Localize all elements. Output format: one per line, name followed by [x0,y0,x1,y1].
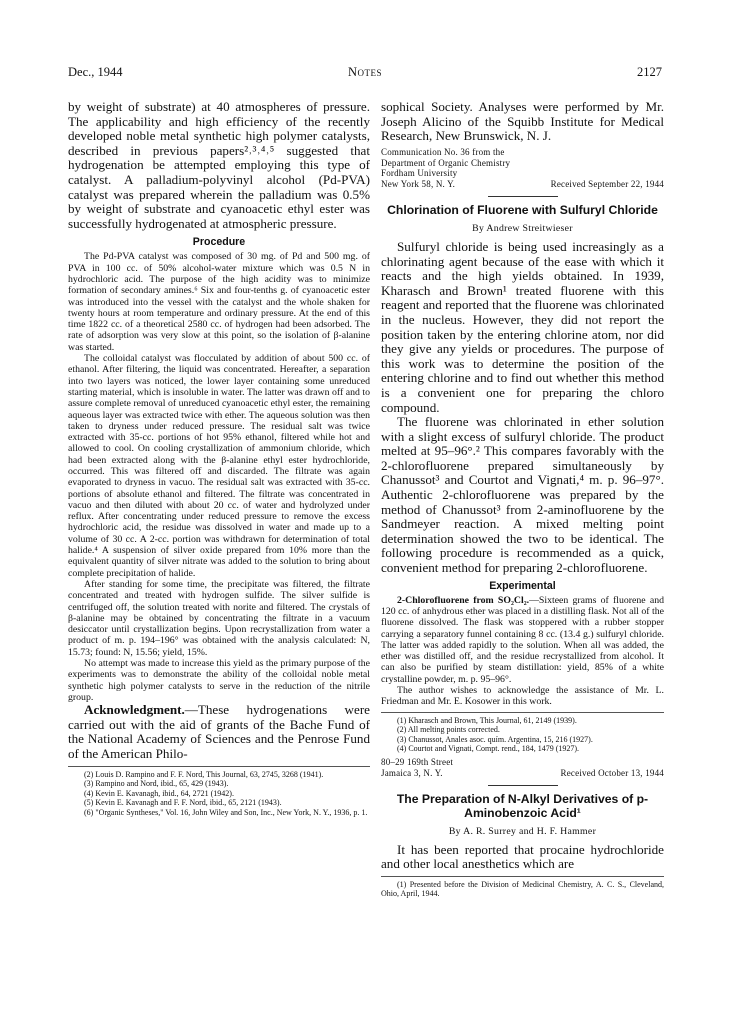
header-page-number: 2127 [637,65,662,79]
intro-paragraph: by weight of substrate) at 40 atmospheres of pressure. The applicability and high efficiency of the recently developed noble metal synthetic high polymer catalysts, described in previous papers²˒³˒⁴˒⁵ suggested that hydrogenation be attempted employing this type of catalyst. A palladium-polyvinyl alcohol (Pd-PVA) catalyst was prepared wherein the palladium was 0.5% by weight of substrate and cyanoacetic ethyl ester was successfully hydrogenated at atmospheric pressure. [68,99,370,231]
experimental-text: —Sixteen grams of fluorene and 120 cc. of anhydrous ether was placed in a distilling flask. Not all of the fluorene dissolved. The flask was stoppered with a rubber stopper carrying a separatory funnel containing 8 cc. (13.4 g.) sulfuryl chloride. The latter was added rapidly to the solution. When all was added, the ether was distilled off, and the residue recrystallized from alcohol. It can also be purified by steam distillation: yield, 85% of a white crystalline powder, m. p. 95–96°. [381,594,664,685]
procedure-heading: Procedure [192,236,246,249]
procedure-paragraph: The Pd-PVA catalyst was composed of 30 mg. of Pd and 500 mg. of PVA in 100 cc. of 50% alcohol-water mixture which was 0.5 N in hydrochloric acid. The purpose of the high acidity was to minimize formation of secondary amines.⁶ Six and four-tenths g. of cyanoacetic ester was introduced into the vessel with the catalyst and the whole shaken for twenty hours at room temperature and ordinary pressure. At the end of this time 1822 cc. of a theoretical 2580 cc. of hydrogen had been adsorbed. The rate of adsorption was very slow at this point, so the isolation of β-alanine was started. [68,251,370,353]
article-title: The Preparation of N-Alkyl Derivatives of p-Aminobenzoic Acid¹ [396,791,649,820]
procedure-paragraph: The colloidal catalyst was flocculated by addition of about 500 cc. of ethanol. After filtering, the liquid was concentrated. Hereafter, a separation into two layers was noticed, the lower layer containing some unreduced starting material, which is insoluble in water. The latter was drawn off and to assure complete removal of unreduced cyanoacetic ethyl ester, the remaining aqueous layer was extracted twice with ether. The aqueous solution was then taken to dryness under reduced pressure. The residual salt was twice extracted with 35-cc. portions of hot 95% ethanol, filtered while hot and allowed to cool. On cooling crystallization of ammonium chloride, which had been extracted along with the β-alanine ethyl ester hydrochloride, occurred. This was filtered off and discarded. The filtrate was again evaporated to dryness in vacuo. The residual salt was extracted with 35-cc. portions of absolute ethanol and filtered. The filtrate was concentrated in vacuo and then diluted with about 20 cc. of water and hydrolyzed under reflux. After concentrating under reduced pressure to remove the excess hydrochloric acid, the residue was dissolved in water and made up to a volume of 30 cc. A 2-cc. portion was withdrawn for determination of total halide.⁴ A suspension of silver oxide prepared from 10% more than the equivalent quantity of silver nitrate was added to the solution to bring about complete precipitation of halide. [68,353,370,579]
signature-city: New York 58, N. Y. [381,179,456,190]
header-section: Notes [347,65,383,79]
article-author: By Andrew Streitwieser [472,222,573,234]
experimental-paragraph [381,595,664,685]
experimental-heading: Experimental [489,579,556,592]
footnote: (4) Courtot and Vignati, Compt. rend., 184, 1479 (1927). [397,744,580,754]
footnote: (1) Presented before the Division of Medicinal Chemistry, A. C. S., Cleveland, Ohio, April, 1944. [381,879,664,899]
body-paragraph: The fluorene was chlorinated in ether solution with a slight excess of sulfuryl chloride. The product melted at 95–96°.² This compares favorably with the 2-chlorofluorene prepared simultaneously by Chanussot³ and Courtot and Vignati,⁴ m. p. 96–97°. Authentic 2-chlorofluorene was prepared by the method of Chanussot³ from 2-aminofluorene by the Sandmeyer reaction. A mixed melting point determination showed the two to be identical. The following procedure is recommended as a quick, convenient method for preparing 2-chlorofluorene. [381,414,664,576]
footnote: (4) Kevin E. Kavanagh, ibid., 64, 2721 (1942). [84,788,234,798]
body-paragraph: It has been reported that procaine hydrochloride and other local anesthetics which are [381,841,664,872]
footnote-divider [381,712,664,713]
footnote: (2) All melting points corrected. [397,725,500,735]
left-column [68,100,370,818]
section-divider [488,785,558,786]
procedure-paragraph: After standing for some time, the precipitate was filtered, the filtrate concentrated and treated with hydrogen sulfide. The silver sulfide is centrifuged off, the solution treated with norite and filtered. The crystals of β-alanine may be obtained by concentrating the filtrate in a vacuum desiccator until crystallization begins. Upon recrystallization from water a product of m. p. 194–196° was obtained with the analysis calculated: N, 15.73; found: N, 15.56; yield, 15%. [68,578,370,658]
footnote-divider [381,876,664,877]
running-header [68,65,662,85]
acknowledgment-paragraph [68,703,370,761]
article-title: Chlorination of Fluorene with Sulfuryl Chloride [387,202,658,217]
article-author: By A. R. Surrey and H. F. Hammer [448,825,597,837]
signature-line: 80–29 169th Street [381,756,454,767]
footnote: (6) "Organic Syntheses," Vol. 16, John Wiley and Son, Inc., New York, N. Y., 1936, p. 1. [84,807,368,817]
signature-line: Department of Organic Chemistry [381,157,511,168]
signature-line: Communication No. 36 from the [381,146,505,157]
footnote: (3) Chanussot, Anales asoc. quím. Argentina, 15, 216 (1927). [397,734,593,744]
signature-line [381,179,664,190]
signature-line: Fordham University [381,168,458,179]
body-paragraph: Sulfuryl chloride is being used increasingly as a chlorinating agent because of the ease with which it reacts and the high yields obtained. In 1939, Kharasch and Brown¹ treated fluorene with this reagent and reported that the fluorene was chlorinated in the nucleus. However, they did not report the position taken by the entering chlorine atom, nor did they give any yields or procedures. The purpose of this work was to determine the position of the entering chlorine and to find out whether this method is a convenient one for preparing the chloro compound. [381,238,664,415]
section-divider [488,196,558,197]
thanks-paragraph: The author wishes to acknowledge the assistance of Mr. L. Friedman and Mr. E. Kosower in this work. [381,685,664,708]
communication-signature [381,147,664,190]
experimental-label: 2-Chlorofluorene from SO₂Cl₂. [397,594,530,606]
signature-city: Jamaica 3, N. Y. [381,767,443,778]
received-date: Received September 22, 1944 [550,179,664,190]
procedure-paragraph: No attempt was made to increase this yield as the primary purpose of the experiments was to demonstrate the ability of the colloidal noble metal synthetic high polymer catalysts to serve in the reduction of the nitrile group. [68,658,370,703]
footnote-divider [68,766,370,767]
right-column [381,100,664,899]
header-date: Dec., 1944 [68,65,123,79]
footnote: (2) Louis D. Rampino and F. F. Nord, This Journal, 63, 2745, 3268 (1941). [84,769,324,779]
continuation-paragraph: sophical Society. Analyses were performed by Mr. Joseph Alicino of the Squibb Institute for Medical Research, New Brunswick, N. J. [381,99,664,144]
acknowledgment-label: Acknowledgment. [84,702,185,718]
footnote: (1) Kharasch and Brown, This Journal, 61, 2149 (1939). [397,715,577,725]
received-date: Received October 13, 1944 [560,767,664,778]
acknowledgment-text: —These hydrogenations were carried out with the aid of grants of the Bache Fund of the National Academy of Sciences and the Penrose Fund of the American Philo- [68,702,370,761]
footnote: (5) Kevin E. Kavanagh and F. F. Nord, ibid., 65, 2121 (1943). [84,798,282,808]
signature-line [381,768,664,779]
address-signature [381,757,664,779]
footnote: (3) Rampino and Nord, ibid., 65, 429 (1943). [84,779,229,789]
